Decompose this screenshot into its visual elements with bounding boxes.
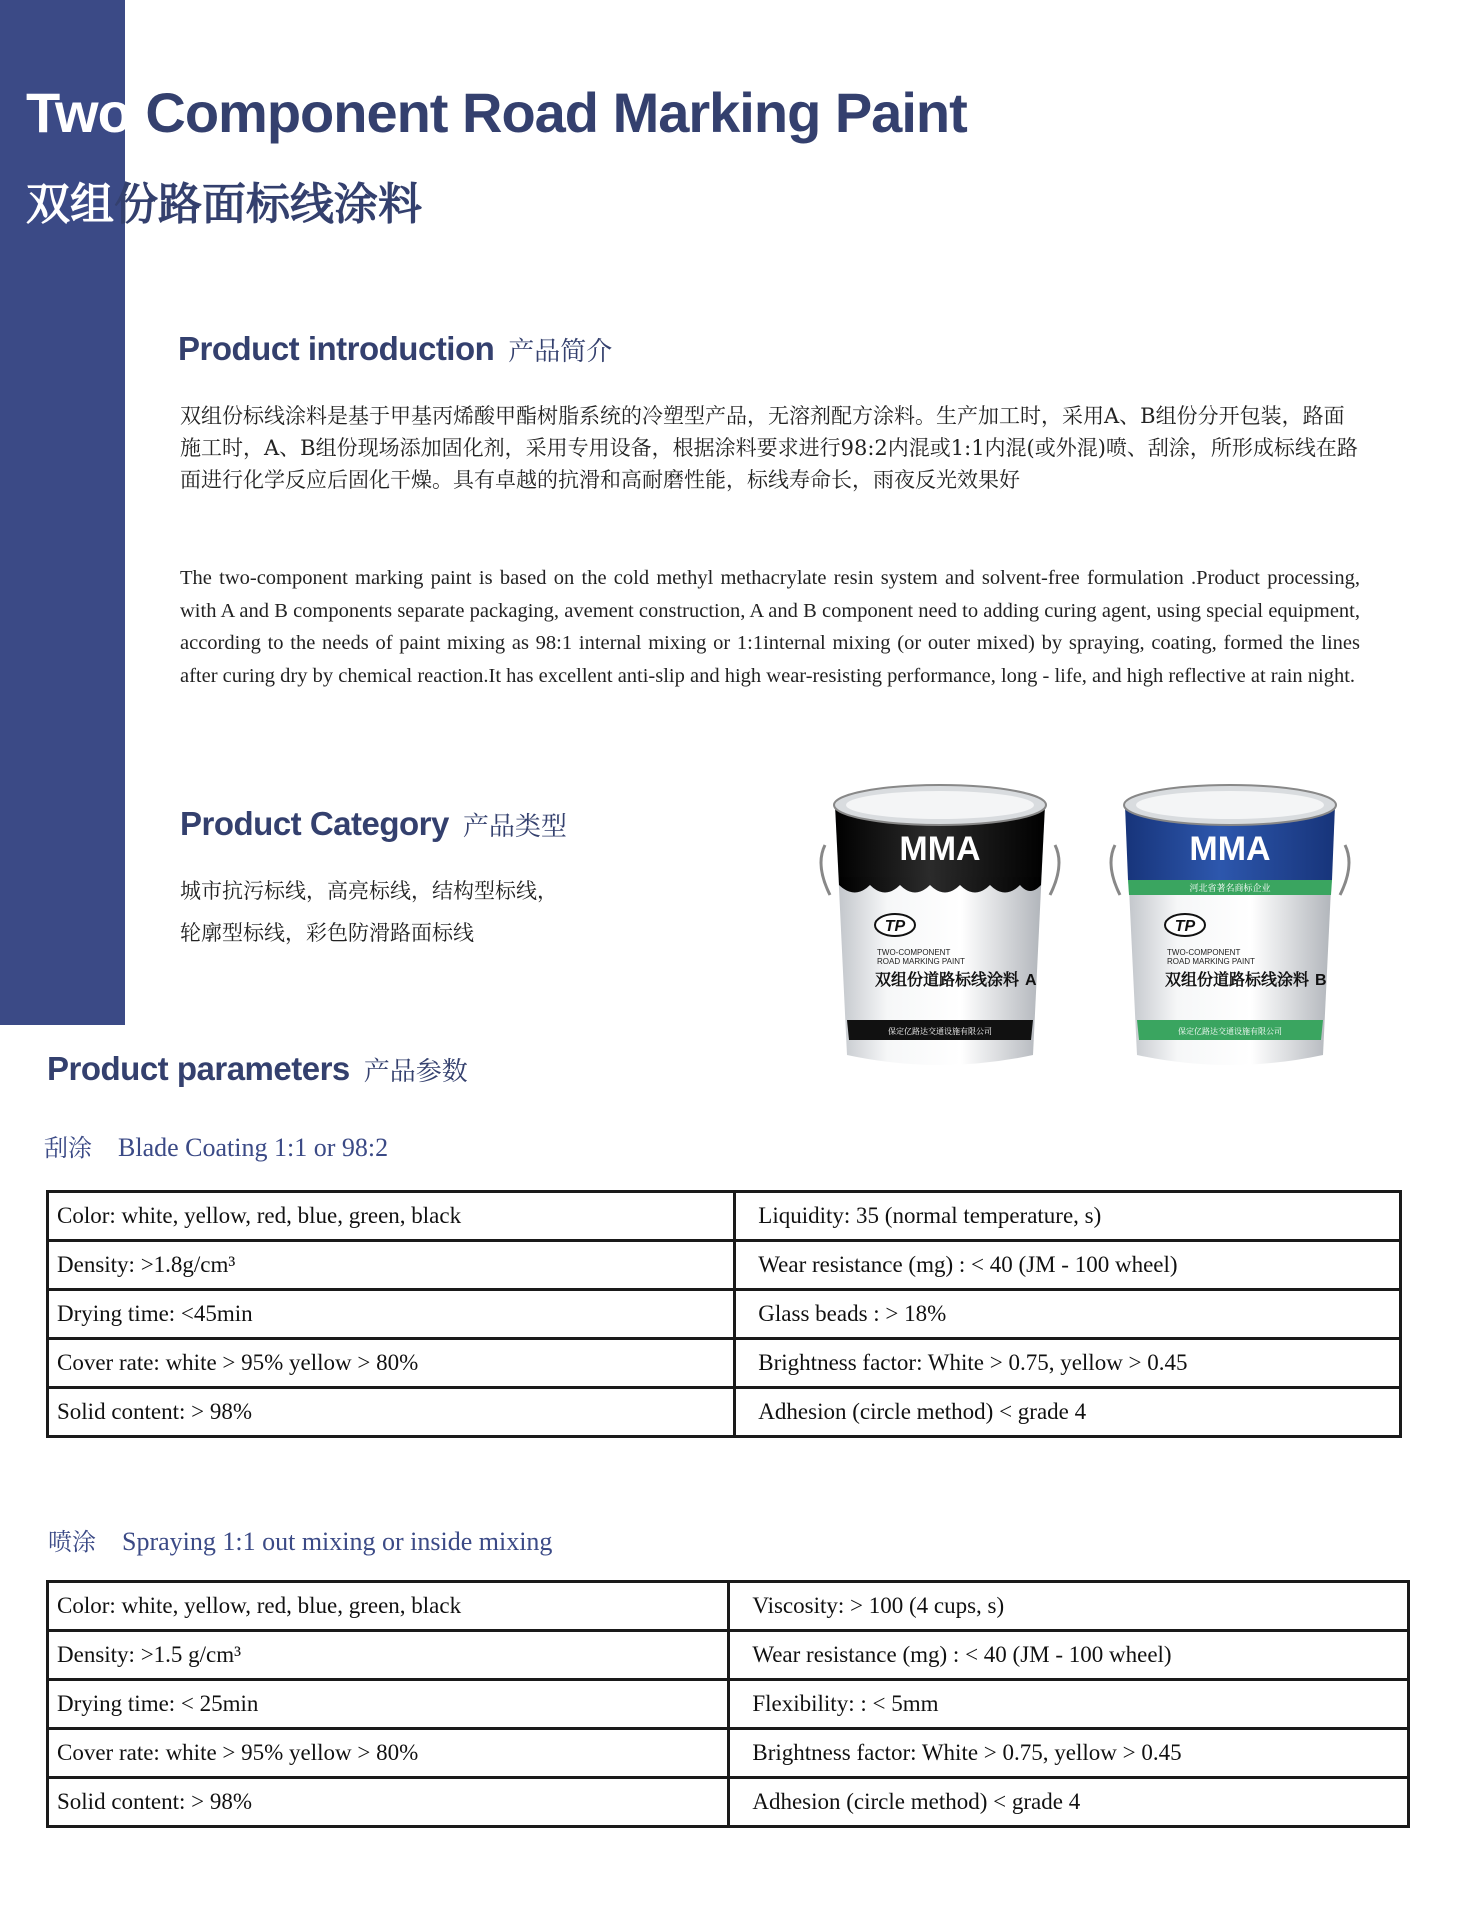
can-b-company: 保定亿路达交通设施有限公司: [1178, 1027, 1282, 1036]
sidebar-band: [0, 0, 125, 1025]
table-row: [48, 1339, 1401, 1388]
category-heading-zh: 产品类型: [462, 812, 567, 842]
spray-heading-en: Spraying 1:1 out mixing or inside mixing: [122, 1527, 553, 1556]
param-cell: Solid content: > 98%: [48, 1388, 735, 1437]
title-word-two: Two: [26, 81, 131, 144]
blade-heading-en: Blade Coating 1:1 or 98:2: [118, 1133, 389, 1162]
param-cell: Drying time: <45min: [48, 1290, 735, 1339]
param-cell: Cover rate: white > 95% yellow > 80%: [48, 1339, 735, 1388]
category-line-2: 轮廓型标线，彩色防滑路面标线: [180, 921, 474, 945]
parameters-heading-en: Product parameters: [47, 1050, 350, 1087]
table-row: [48, 1582, 1409, 1631]
parameters-heading: [47, 1050, 468, 1088]
param-cell: Adhesion (circle method) < grade 4: [735, 1388, 1401, 1437]
param-cell: Brightness factor: White > 0.75, yellow > 0.45: [735, 1339, 1401, 1388]
intro-text-zh: 双组份标线涂料是基于甲基丙烯酸甲酯树脂系统的冷塑型产品，无溶剂配方涂料。生产加工时，采用A、B组份分开包装，路面施工时，A、B组份现场添加固化剂，采用专用设备，根据涂料要求进行98:2内混或1:1内混(或外混)喷、刮涂，所形成标线在路面进行化学反应后固化干燥。具有卓越的抗滑和高耐磨性能，标线寿命长，雨夜反光效果好: [180, 404, 1358, 492]
title-zh-part1: 双组: [26, 179, 114, 230]
intro-heading-zh: 产品简介: [508, 337, 613, 367]
can-b-sub1: TWO-COMPONENT: [1167, 948, 1241, 957]
page-title-zh: [26, 168, 422, 232]
can-b-variant: B: [1315, 972, 1327, 989]
spray-heading-zh: 喷涂: [48, 1528, 96, 1556]
blade-params-table: [46, 1190, 1402, 1438]
param-cell: Wear resistance (mg) : < 40 (JM - 100 wheel): [735, 1241, 1401, 1290]
blade-heading-zh: 刮涂: [44, 1134, 92, 1162]
can-a-brand: MMA: [899, 830, 981, 868]
can-b: [1111, 785, 1349, 1065]
spray-params-table: [46, 1580, 1410, 1828]
can-b-logo: TP: [1174, 918, 1196, 935]
can-a-sub2: ROAD MARKING PAINT: [877, 957, 965, 966]
table-row: [48, 1290, 1401, 1339]
can-b-sub2: ROAD MARKING PAINT: [1167, 957, 1255, 966]
param-cell: Cover rate: white > 95% yellow > 80%: [48, 1729, 729, 1778]
intro-text-en: The two-component marking paint is based on the cold methyl methacrylate resin system and solvent-free formulation .Product processing, with A and B components separate packaging, avement construction, A and B component need to adding curing agent, using special equipment, according to the needs of paint mixing as 98:1 internal mixing or 1:1internal mixing (or outer mixed) by spraying, coating, formed the lines after curing dry by chemical reaction.It has excellent anti-slip and high wear-resisting performance, long - life, and high reflective at rain night.: [180, 567, 1360, 687]
table-row: [48, 1192, 1401, 1241]
paint-cans-image: [815, 765, 1355, 1090]
table-row: [48, 1729, 1409, 1778]
table-row: [48, 1778, 1409, 1827]
param-cell: Adhesion (circle method) < grade 4: [729, 1778, 1409, 1827]
intro-heading: [178, 330, 612, 368]
category-heading: [180, 805, 567, 843]
page-title: [26, 80, 967, 145]
can-b-brand: MMA: [1189, 830, 1271, 868]
table-row: [48, 1631, 1409, 1680]
table-row: [48, 1241, 1401, 1290]
can-a-variant: A: [1025, 972, 1037, 989]
title-zh-part2: 份路面标线涂料: [114, 179, 422, 230]
can-a-name: 双组份道路标线涂料: [875, 970, 1020, 989]
param-cell: Density: >1.5 g/cm³: [48, 1631, 729, 1680]
param-cell: Drying time: < 25min: [48, 1680, 729, 1729]
can-a: [821, 785, 1059, 1065]
can-b-name: 双组份道路标线涂料: [1165, 970, 1310, 989]
table-row: [48, 1388, 1401, 1437]
param-cell: Glass beads : > 18%: [735, 1290, 1401, 1339]
param-cell: Liquidity: 35 (normal temperature, s): [735, 1192, 1401, 1241]
param-cell: Viscosity: > 100 (4 cups, s): [729, 1582, 1409, 1631]
can-a-logo: TP: [884, 918, 906, 935]
can-a-sub1: TWO-COMPONENT: [877, 948, 951, 957]
title-rest: Component Road Marking Paint: [145, 81, 967, 144]
param-cell: Density: >1.8g/cm³: [48, 1241, 735, 1290]
category-heading-en: Product Category: [180, 805, 449, 842]
param-cell: Flexibility: : < 5mm: [729, 1680, 1409, 1729]
parameters-heading-zh: 产品参数: [363, 1057, 468, 1087]
param-cell: Color: white, yellow, red, blue, green, black: [48, 1582, 729, 1631]
param-cell: Wear resistance (mg) : < 40 (JM - 100 wheel): [729, 1631, 1409, 1680]
param-cell: Brightness factor: White > 0.75, yellow > 0.45: [729, 1729, 1409, 1778]
blade-coating-heading: [44, 1128, 388, 1163]
intro-heading-en: Product introduction: [178, 330, 495, 367]
spraying-heading: [48, 1522, 552, 1557]
can-a-company: 保定亿路达交通设施有限公司: [888, 1027, 992, 1036]
category-list: [180, 870, 640, 954]
can-b-band-text: 河北省著名商标企业: [1189, 884, 1271, 894]
param-cell: Solid content: > 98%: [48, 1778, 729, 1827]
category-line-1: 城市抗污标线，高亮标线，结构型标线，: [180, 879, 558, 903]
param-cell: Color: white, yellow, red, blue, green, black: [48, 1192, 735, 1241]
table-row: [48, 1680, 1409, 1729]
